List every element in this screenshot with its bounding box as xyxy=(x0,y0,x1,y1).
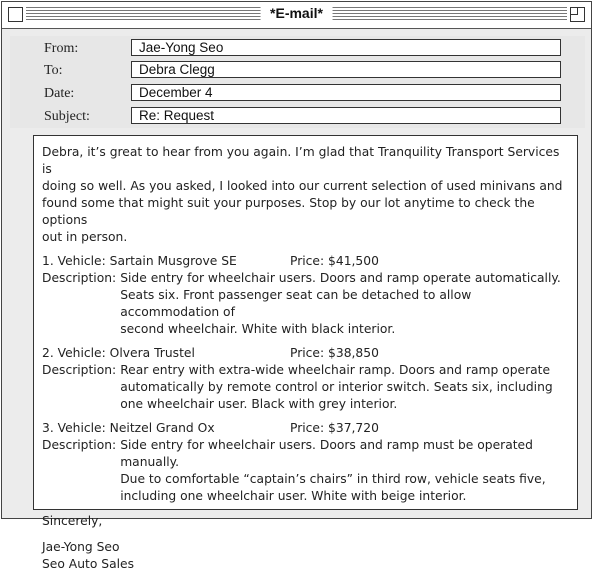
intro-line: found some that might suit your purposes. Stop by our lot anytime to check the options xyxy=(42,196,535,227)
message-body[interactable] xyxy=(33,135,578,571)
email-header xyxy=(10,36,585,128)
from-row xyxy=(10,38,585,58)
vehicle-name: 2. Vehicle: Olvera Trustel xyxy=(42,346,195,360)
subject-row xyxy=(10,106,585,126)
vehicle-name: 3. Vehicle: Neitzel Grand Ox xyxy=(42,421,215,435)
description-label: Description: xyxy=(42,363,117,377)
vehicle-listing-3 xyxy=(42,420,572,505)
vehicle-price: Price: $41,500 xyxy=(290,254,379,268)
vehicle-listing-1 xyxy=(42,253,572,338)
signature xyxy=(42,539,572,573)
description-line: one wheelchair user. Black with grey interior. xyxy=(120,397,398,411)
vehicle-line xyxy=(42,420,572,437)
subject-label: Subject: xyxy=(44,109,90,124)
vehicle-line xyxy=(42,345,572,362)
description-line: Side entry for wheelchair users. Doors and ramp must be operated manually. xyxy=(120,438,533,469)
email-window xyxy=(1,1,592,571)
vehicle-description xyxy=(42,362,572,413)
description-text xyxy=(116,437,572,505)
intro-paragraph xyxy=(42,144,572,246)
closing: Sincerely, xyxy=(42,514,103,528)
description-line: Seats six. Front passenger seat can be detached to allow accommodation of xyxy=(120,288,472,319)
close-box-icon[interactable] xyxy=(8,7,23,22)
vehicle-name: 1. Vehicle: Sartain Musgrove SE xyxy=(42,254,237,268)
vehicle-price: Price: $38,850 xyxy=(290,346,379,360)
from-field[interactable]: Jae-Yong Seo xyxy=(131,39,561,56)
subject-field[interactable]: Re: Request xyxy=(131,107,561,124)
to-field[interactable]: Debra Clegg xyxy=(131,61,561,78)
description-text xyxy=(116,362,572,413)
title-bar[interactable] xyxy=(2,2,591,29)
vehicle-price: Price: $37,720 xyxy=(290,421,379,435)
to-row xyxy=(10,60,585,80)
description-line: Rear entry with extra-wide wheelchair ramp. Doors and ramp operate xyxy=(120,363,551,377)
vehicle-description xyxy=(42,270,572,338)
vehicle-line xyxy=(42,253,572,270)
description-line: Side entry for wheelchair users. Doors and ramp operate automatically. xyxy=(120,271,561,285)
date-label: Date: xyxy=(44,86,75,101)
description-line: Due to comfortable “captain’s chairs” in third row, vehicle seats five, xyxy=(120,472,546,486)
intro-line: Debra, it’s great to hear from you again. I’m glad that Tranquility Transport Services is xyxy=(42,145,560,176)
description-line: second wheelchair. White with black interior. xyxy=(120,322,396,336)
signature-company: Seo Auto Sales xyxy=(42,557,134,571)
zoom-box-inner xyxy=(571,8,578,15)
window-title: *E-mail* xyxy=(260,5,333,21)
to-label: To: xyxy=(44,63,63,78)
date-row xyxy=(10,83,585,103)
zoom-box-icon[interactable] xyxy=(570,7,585,22)
signature-name: Jae-Yong Seo xyxy=(42,540,120,554)
date-field[interactable]: December 4 xyxy=(131,84,561,101)
from-label: From: xyxy=(44,41,79,56)
description-text xyxy=(116,270,572,338)
message-text xyxy=(42,144,572,573)
vehicle-listing-2 xyxy=(42,345,572,413)
description-label: Description: xyxy=(42,438,117,452)
intro-line: doing so well. As you asked, I looked into our current selection of used minivans and xyxy=(42,179,563,193)
intro-line: out in person. xyxy=(42,230,128,244)
description-line: automatically by remote control or interior switch. Seats six, including xyxy=(120,380,553,394)
description-label: Description: xyxy=(42,271,117,285)
vehicle-description xyxy=(42,437,572,505)
description-line: including one wheelchair user. White with beige interior. xyxy=(120,489,467,503)
